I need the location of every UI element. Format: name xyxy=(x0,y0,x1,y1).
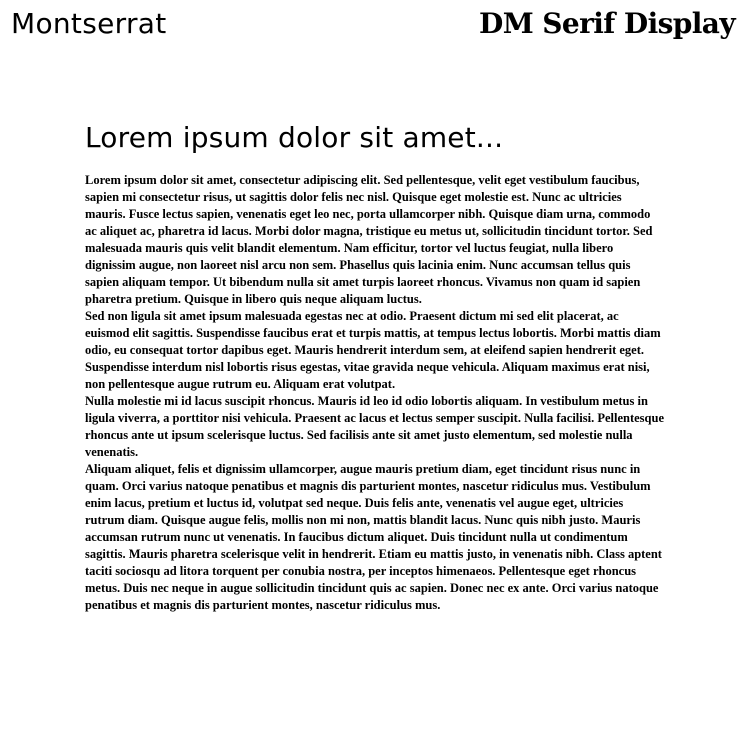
sample-heading: Lorem ipsum dolor sit amet... xyxy=(85,121,504,154)
body-paragraph: Nulla molestie mi id lacus suscipit rhoncus. Mauris id leo id odio lobortis aliquam. In vestibulum metus in ligula viverra, a porttitor nisi vehicula. Praesent ac lacus et lectus semper suscipit. Nulla facilisi. Pellentesque rhoncus ante ut ipsum scelerisque luctus. Sed facilisis ante sit amet justo elementum, sed molestie nulla venenatis. xyxy=(85,394,664,459)
body-paragraph: Aliquam aliquet, felis et dignissim ullamcorper, augue mauris pretium diam, eget tincidunt risus nunc in quam. Orci varius natoque penatibus et magnis dis parturient montes, nascetur ridiculus mus. Vestibulum enim lacus, pretium et luctus id, volutpat sed neque. Duis felis ante, venenatis vel augue eget, ultricies rutrum diam. Quisque augue felis, mollis non mi non, mattis blandit lacus. Nunc quis nibh justo. Mauris accumsan rutrum nunc ut venenatis. In faucibus dictum aliquet. Duis tincidunt nulla ut condimentum sagittis. Mauris pharetra scelerisque velit in hendrerit. Etiam eu mattis justo, in venenatis nibh. Class aptent taciti sociosqu ad litora torquent per conubia nostra, per inceptos himenaeos. Pellentesque eget rhoncus metus. Duis nec neque in augue sollicitudin tincidunt quis ac sapien. Donec nec ex ante. Orci varius natoque penatibus et magnis dis parturient montes, nascetur ridiculus mus. xyxy=(85,462,662,612)
body-paragraph: Lorem ipsum dolor sit amet, consectetur adipiscing elit. Sed pellentesque, velit eget vestibulum faucibus, sapien mi consectetur risus, ut sagittis dolor felis nec nisl. Quisque eget molestie est. Nunc ac ultricies mauris. Fusce lectus sapien, venenatis eget leo nec, porta ullamcorper nibh. Quisque diam urna, commodo ac aliquet ac, pharetra id lacus. Morbi dolor magna, tristique eu metus ut, sollicitudin tincidunt tortor. Sed malesuada mauris quis velit blandit elementum. Nam efficitur, tortor vel luctus feugiat, nulla libero dignissim augue, non laoreet nisl arcu non sem. Phasellus quis lacinia enim. Nunc accumsan tellus quis sapien aliquam tempor. Ut bibendum nulla sit amet turpis laoreet rhoncus. Vivamus non quam id sapien pharetra pretium. Quisque in libero quis neque aliquam luctus. xyxy=(85,173,653,306)
body-paragraph: Sed non ligula sit amet ipsum malesuada egestas nec at odio. Praesent dictum mi sed elit placerat, ac euismod elit sagittis. Suspendisse faucibus erat et turpis mattis, at tempus lectus lobortis. Morbi mattis diam odio, eu consequat tortor dapibus eget. Mauris hendrerit interdum sem, at eleifend sapien hendrerit eget. Suspendisse interdum nisl lobortis risus egestas, vitae gravida neque vehicula. Aliquam maximus erat nisi, non pellentesque augue rutrum eu. Aliquam erat volutpat. xyxy=(85,309,661,391)
heading-font-label: Montserrat xyxy=(11,7,167,40)
sample-body xyxy=(85,172,665,614)
body-font-label: DM Serif Display xyxy=(479,7,735,40)
sample-content xyxy=(85,118,665,614)
